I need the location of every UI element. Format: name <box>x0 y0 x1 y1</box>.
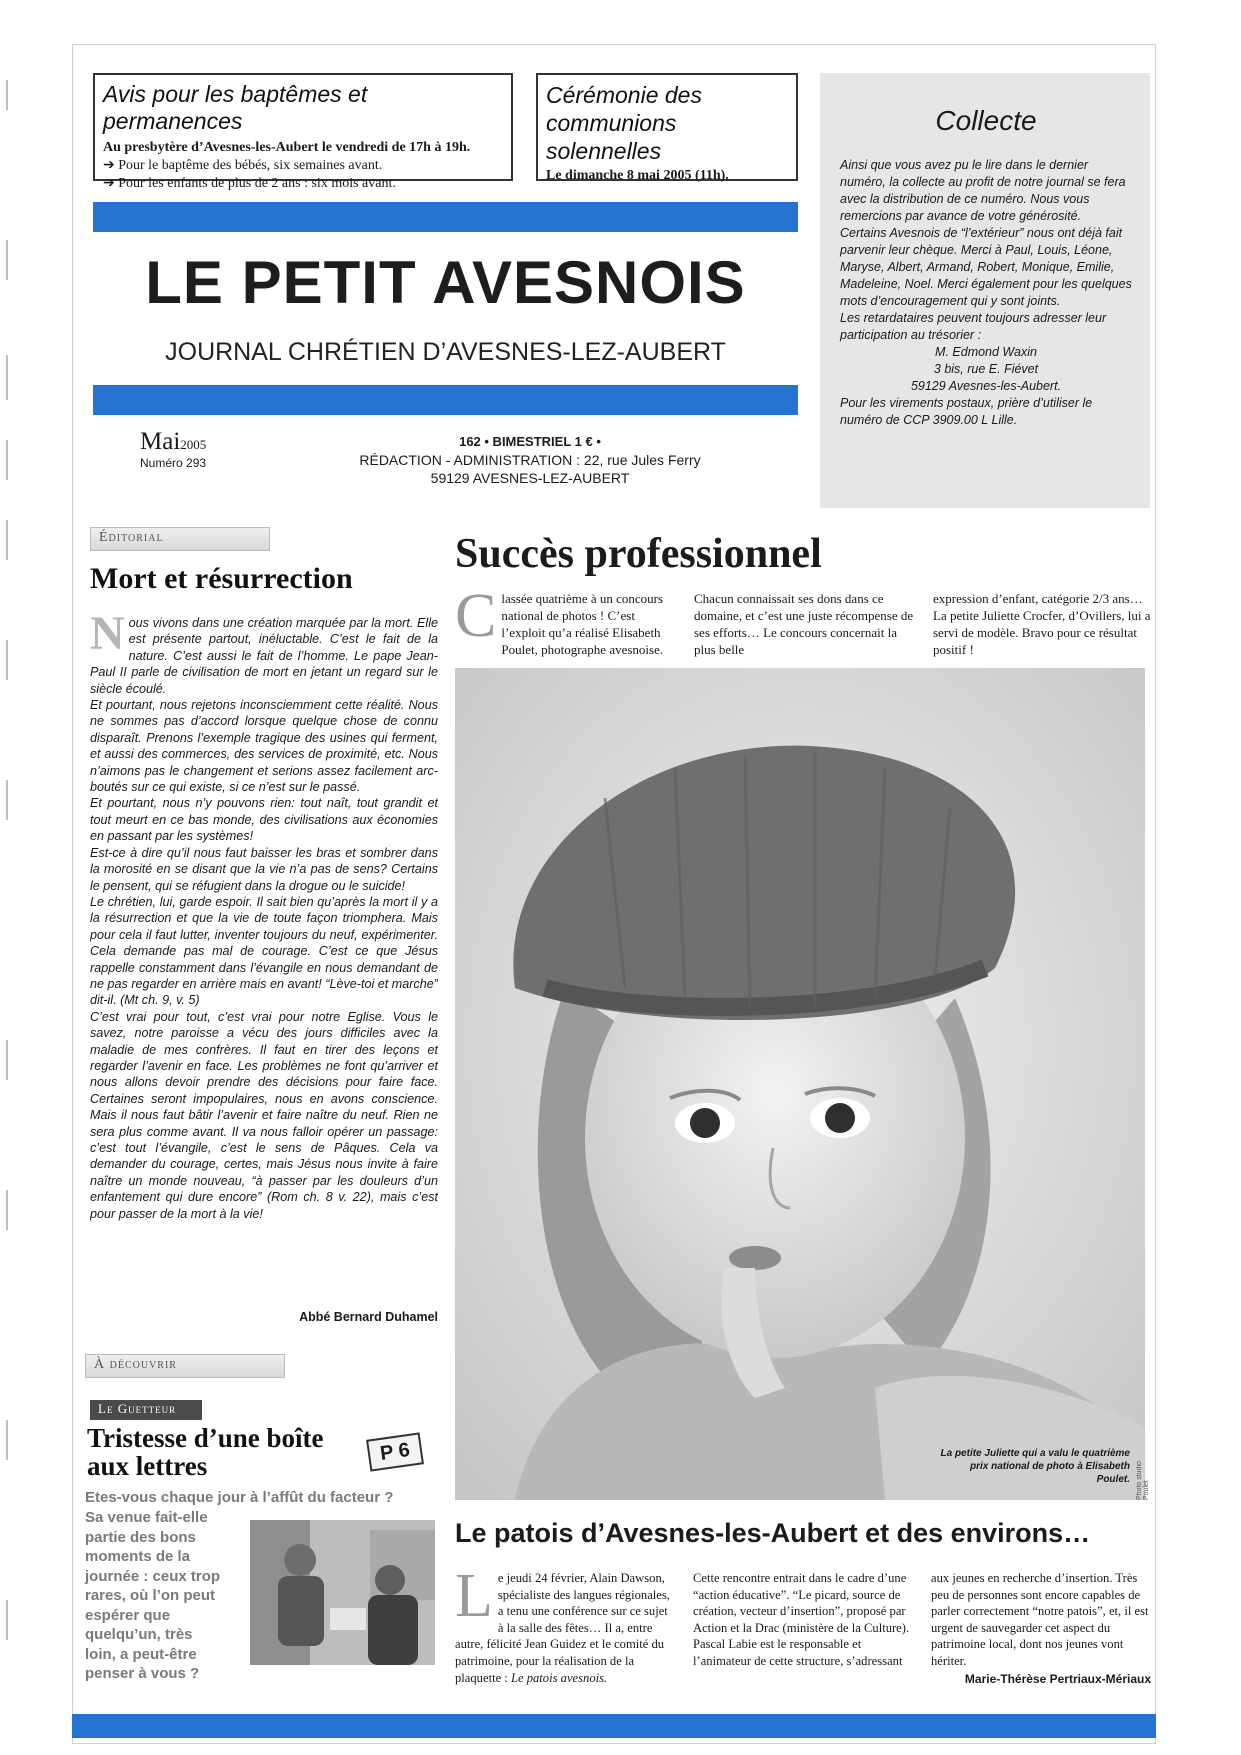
collecte-box <box>820 73 1150 508</box>
patois-text: e jeudi 24 février, Alain Dawson, spécialiste des langues régionales, a tenu une conférence sur ce sujet à la salle des fêtes… Il a, entre autre, félicité Jean Guidez et le comité du patrimoine, pour la réalisation de la plaquette : <box>455 1571 670 1685</box>
issue-month: Mai <box>140 428 181 455</box>
patois-title: Le patois d’Avesnes-les-Aubert et des environs… <box>455 1518 1091 1548</box>
guetteur-title-line: aux lettres <box>87 1451 208 1481</box>
masthead-bottom-bar <box>93 385 798 415</box>
address-line-2: 59129 AVESNES-LEZ-AUBERT <box>430 470 630 486</box>
photo-caption: La petite Juliette qui a valu le quatrième prix national de photo à Elisabeth Poulet. <box>940 1448 1130 1485</box>
collecte-paragraph: Ainsi que vous avez pu le lire dans le dernier numéro, la collecte au profit de notre journal se fera avec la distribution de ce numéro. Nous vous remercions par avance de votre générosité. <box>840 158 1126 223</box>
scan-mark <box>6 1190 8 1230</box>
arrow-icon: ➔ <box>103 176 119 191</box>
scan-mark <box>6 440 8 480</box>
editorial-paragraph: Est-ce à dire qu’il nous faut baisser les bras et sombrer dans la morosité en se disant que la vie n’a pas de sens? Certains le pensent, qui se réfugient dans la drogue ou le suicide! <box>90 845 438 893</box>
address-line-1: RÉDACTION - ADMINISTRATION : 22, rue Jules Ferry <box>359 452 701 468</box>
photo-credit: Photo studio Poulet <box>1136 1461 1150 1500</box>
patois-column: aux jeunes en recherche d’insertion. Très peu de personnes sont encore capables de parler correctement “notre patois”, et, il est urgent de sauvegarder cet aspect du patrimoine local, dont nos jeunes vont hériter. <box>931 1571 1149 1668</box>
scan-mark <box>6 1420 8 1460</box>
teaser-line: partie des bons <box>85 1528 196 1546</box>
arrow-icon: ➔ <box>103 158 119 173</box>
scan-mark <box>6 780 8 820</box>
price-line: 162 • BIMESTRIEL 1 € • <box>459 434 601 449</box>
collecte-title: Collecte <box>935 105 1037 136</box>
editorial-paragraph: Le chrétien, lui, garde espoir. Il sait bien qu’après la mort il y a la résurrection et que la vie de toute façon triomphera. Mais pour cela il faut lutter, inventer toujours du neuf, expérimenter. Cela demande pas mal de courage. C’est ce que Jésus rappelle constamment dans l’évangile en nous demandant de ne pas regarder en arrière mais en avant! “Lève-toi et marche” dit-il. (Mt ch. 9, v. 5) <box>90 894 438 1008</box>
masthead-top-bar <box>93 202 798 232</box>
bullet-text: Pour le baptême des bébés, six semaines avant. <box>118 158 383 173</box>
postman-photo-illustration <box>250 1520 435 1665</box>
notice-baptemes-title: Avis pour les baptêmes et permanences <box>103 81 368 134</box>
treasurer-city: 59129 Avesnes-les-Aubert. <box>910 379 1062 393</box>
patois-signature: Marie-Thérèse Pertriaux-Mériaux <box>964 1672 1151 1686</box>
teaser-line: quelqu’un, très <box>85 1626 193 1643</box>
teaser-line: penser à vous ? <box>85 1665 200 1682</box>
redaction-info <box>330 433 730 487</box>
notice-baptemes-schedule: Au presbytère d’Avesnes-les-Aubert le vendredi de 17h à 19h. <box>103 140 471 155</box>
bullet-text: Pour les enfants de plus de 2 ans : six mois avant. <box>118 176 396 191</box>
notice-baptemes-bullet <box>103 157 503 175</box>
scan-mark <box>6 1040 8 1080</box>
succes-dropcap: C <box>455 582 497 650</box>
teaser-line: espérer que <box>85 1606 171 1624</box>
guetteur-tag: Le Guetteur <box>90 1400 202 1420</box>
scan-mark <box>6 80 8 110</box>
guetteur-title-line: Tristesse d’une boîte <box>87 1423 324 1453</box>
scan-mark <box>6 240 8 280</box>
footer-bar <box>72 1714 1156 1738</box>
notice-communions <box>536 73 798 181</box>
postman-photo <box>250 1520 435 1665</box>
editorial-paragraph: Et pourtant, nous n’y pouvons rien: tout naît, tout grandit et tout meurt en ce bas monde, des civilisations aux économies en passant par les systèmes! <box>90 796 438 844</box>
succes-column: Chacun connaissait ses dons dans ce domaine, et c’est une juste récompense de ses efforts… Le concours concernait la plus belle <box>694 591 914 657</box>
editorial-tag: Éditorial <box>90 527 270 551</box>
notice-communions-title-1: Cérémonie des <box>546 82 702 108</box>
patois-column: Cette rencontre entrait dans le cadre d’une “action éducative”. “Le picard, source de création, vecteur d’insertion”, proposé par Action et la Drac (ministère de la Culture). Pascal Labie est le responsable et l’animateur de cette structure, s’adressant <box>693 1571 910 1668</box>
succes-column <box>455 582 680 658</box>
scan-mark <box>6 1600 8 1640</box>
issue-date <box>140 428 260 470</box>
notice-baptemes-bullet <box>103 175 503 193</box>
patois-booklet-title: Le patois avesnois. <box>510 1670 608 1685</box>
masthead-title: LE PETIT AVESNOIS <box>145 249 746 316</box>
notice-communions-title-2: communions solennelles <box>546 110 677 164</box>
treasurer-street: 3 bis, rue E. Fiévet <box>933 362 1039 376</box>
succes-title: Succès professionnel <box>455 531 822 577</box>
succes-column: expression d’enfant, catégorie 2/3 ans… La petite Juliette Crocfer, d’Ovillers, lui a servi de modèle. Bravo pour ce résultat positif ! <box>933 591 1151 657</box>
patois-column <box>455 1562 675 1686</box>
page-reference-badge: P 6 <box>366 1432 424 1471</box>
collecte-paragraph: Certains Avesnois de “l’extérieur” nous ont déjà fait parvenir leur chèque. Merci à Paul, Louis, Léone, Maryse, Albert, Armand, Robert, Monique, Emilie, Madeleine, Noel. Merci également pour les quelques mots d’encouragement qui y sont joints. <box>840 226 1132 308</box>
treasurer-name: M. Edmond Waxin <box>935 345 1037 359</box>
editorial-body <box>90 615 438 1305</box>
issue-year: 2005 <box>180 437 207 452</box>
collecte-paragraph: Les retardataires peuvent toujours adresser leur participation au trésorier : <box>840 311 1107 342</box>
masthead-subtitle: JOURNAL CHRÉTIEN D’AVESNES-LEZ-AUBERT <box>165 338 726 366</box>
guetteur-title <box>87 1424 377 1480</box>
notice-communions-date: Le dimanche 8 mai 2005 (11h). <box>546 168 729 183</box>
editorial-signature: Abbé Bernard Duhamel <box>299 1310 438 1324</box>
teaser-line: Sa venue fait-elle <box>85 1509 208 1526</box>
collecte-address <box>840 344 1132 395</box>
teaser-line: moments de la <box>85 1548 191 1565</box>
scan-mark <box>6 355 8 400</box>
teaser-line: loin, a peut-être <box>85 1645 197 1663</box>
succes-text: lassée quatrième à un concours national de photos ! C’est l’exploit qu’a réalisé Elisabeth Poulet, photographe avesnoise. <box>501 591 664 657</box>
teaser-line: rares, où l’on peut <box>85 1587 216 1604</box>
editorial-title: Mort et résurrection <box>90 562 353 595</box>
notice-baptemes <box>93 73 513 191</box>
editorial-paragraph: ous vivons dans une création marquée par la mort. Elle est présente partout, inéluctable. C’est le fait de la nature. C’est aussi le fait de l’homme. Le pape Jean-Paul II parle de civilisation de mort en jetant un regard sur le siècle écoulé. <box>90 616 438 696</box>
collecte-paragraph: Pour les virements postaux, prière d’utiliser le numéro de CCP 3909.00 L Lille. <box>840 396 1093 427</box>
editorial-paragraph: Et pourtant, nous rejetons inconsciemment cette réalité. Nous ne sommes pas d’accord lorsque quelque chose de connu disparaît. Prenons l’exemple tragique des usines qui ferment, et aussi des commerces, des services de proximité, etc. Nous n’aimons pas le changement et serions assez facilement arc-boutés sur ce qui existe, si ce n’est sur le passé. <box>90 698 438 795</box>
child-photo-illustration <box>455 668 1150 1500</box>
scan-mark <box>6 520 8 560</box>
editorial-paragraph: C’est vrai pour tout, c’est vrai pour notre Eglise. Vous le savez, notre paroisse a vécu des jours difficiles avec la maladie de mes confrères. Il faut en tirer des leçons et regarder l’avenir en face. Les problèmes ne font qu’arriver et nous allons devoir prendre des décisions pour faire face. Certaines seront impopulaires, nous en avons conscience. Mais il nous faut bâtir l’avenir et faire naître du neuf. Rien ne sera plus comme avant. Il va nous falloir opérer un passage: c’est tout l’évangile, c’est le sens de Pâques. Cela va demander du courage, certes, mais Jésus nous invite à faire naître un monde nouveau, “à passer par les douleurs d’un enfantement qui dure encore” (Rom ch. 8 v. 22), mais c’est pour passer de la mort à la vie! <box>90 1009 438 1221</box>
scan-mark <box>6 640 8 680</box>
teaser-line: journée : ceux trop <box>85 1567 221 1585</box>
guetteur-teaser <box>85 1508 245 1684</box>
issue-number: Numéro 293 <box>140 456 207 470</box>
editorial-dropcap: N <box>90 615 125 660</box>
decouvrir-tag: À découvrir <box>85 1354 285 1378</box>
guetteur-teaser-lead: Etes-vous chaque jour à l’affût du facteur ? <box>85 1489 394 1506</box>
patois-dropcap: L <box>455 1562 493 1630</box>
child-photo <box>455 668 1150 1500</box>
